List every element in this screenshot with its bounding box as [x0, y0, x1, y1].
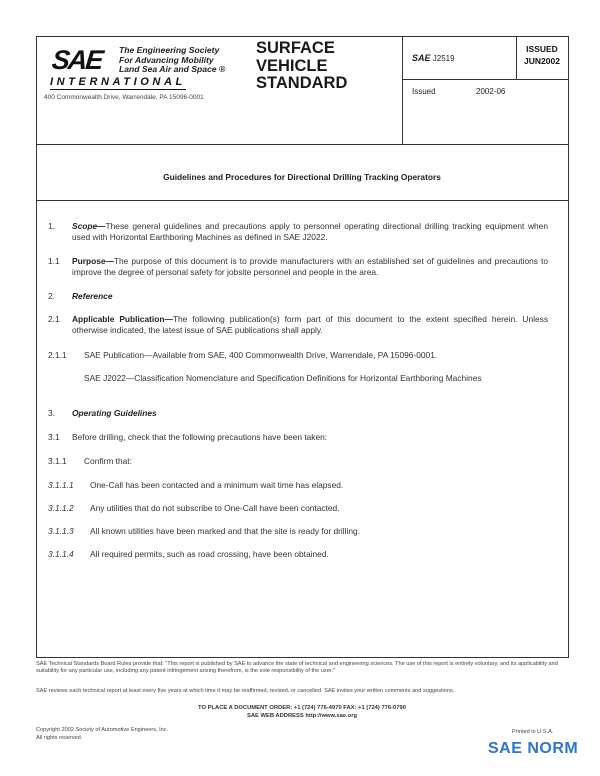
section-number: 3.: [48, 408, 55, 418]
copyright: Copyright 2002 Society of Automotive Engineers, Inc. All rights reserved.: [36, 727, 169, 741]
issued-date: 2002-06: [476, 87, 506, 96]
document-number: SAE J2519: [412, 53, 455, 63]
sae-logo-mark: SAE: [50, 45, 104, 75]
section-number: 3.1.1.1: [48, 480, 74, 490]
list-item: One-Call has been contacted and a minimum wait time has elapsed.: [90, 480, 344, 490]
section-number: 3.1.1.3: [48, 526, 74, 536]
international-label: INTERNATIONAL: [50, 76, 186, 88]
section-number: 3.1.1.2: [48, 503, 74, 513]
list-item: Any utilities that do not subscribe to One-Call have been contacted.: [90, 503, 340, 513]
section-number: 2.1: [48, 314, 60, 324]
document-title: Guidelines and Procedures for Directional Drilling Tracking Operators: [163, 172, 441, 182]
sae-norm-watermark: SAE NORM: [488, 740, 579, 757]
section-number: 1.: [48, 221, 55, 231]
section-number: 2.1.1: [48, 350, 67, 360]
section-number: 3.1: [48, 432, 60, 442]
divider: [402, 36, 403, 144]
section-confirm: Confirm that:: [84, 456, 132, 466]
issued-label: Issued: [412, 87, 436, 96]
reference-j2022: SAE J2022—Classification Nomenclature and Specification Definitions for Horizontal Earthboring Machines: [84, 373, 482, 383]
issued-box: ISSUED JUN2002: [524, 44, 560, 66]
section-applicable-publication: Applicable Publication—The following publication(s) form part of this document to the extent specified herein. Unless otherwise indicated, the latest issue of SAE publications shall apply.: [72, 314, 549, 335]
section-number: 2.: [48, 291, 55, 301]
section-before-drilling: Before drilling, check that the following precautions have been taken:: [72, 432, 328, 442]
section-operating-guidelines: Operating Guidelines: [72, 408, 157, 418]
section-reference: Reference: [72, 291, 113, 301]
society-address: 400 Commonwealth Drive, Warrendale, PA 15096-0001: [44, 94, 204, 101]
section-scope: Scope—These general guidelines and precautions apply to personnel operating directional drilling tracking equipment when used with Horizontal Earthboring Machines as defined in SAE J2022.: [72, 221, 548, 242]
divider: [36, 200, 568, 201]
divider: [402, 79, 568, 80]
header: [36, 36, 568, 145]
section-number: 3.1.1: [48, 456, 67, 466]
review-note: SAE reviews each technical report at least every five years at which time it may be reaffirmed, revised, or cancelled. SAE invites your written comments and suggestions.: [36, 688, 455, 694]
board-rules-note: SAE Technical Standards Board Rules provide that: "This report is published by SAE to advance the state of technical and engineering sciences. The use of this report is entirely voluntary, and its applicability and suitability for any particular use, including any patent infringement arising therefrom, is the sole responsibility of the user.": [36, 661, 558, 674]
section-sae-publication: SAE Publication—Available from SAE, 400 Commonwealth Drive, Warrendale, PA 15096-0001.: [84, 350, 438, 360]
list-item: All known utilities have been marked and that the site is ready for drilling.: [90, 526, 361, 536]
section-number: 1.1: [48, 256, 60, 266]
order-info: TO PLACE A DOCUMENT ORDER: +1 (724) 776-4970 FAX: +1 (724) 776-0790 SAE WEB ADDRESS http://www.sae.org: [198, 705, 406, 719]
section-number: 3.1.1.4: [48, 549, 74, 559]
printed-in: Printed in U.S.A.: [512, 729, 554, 735]
list-item: All required permits, such as road crossing, have been obtained.: [90, 549, 329, 559]
section-purpose: Purpose—The purpose of this document is to provide manufacturers with an established set of guidelines and precautions to improve the degree of personal safety for jobsite personnel and people in the area.: [72, 256, 548, 277]
sae-logo: [36, 36, 246, 144]
society-tagline: The Engineering Society For Advancing Mobility Land Sea Air and Space ®: [119, 45, 226, 74]
standard-type-title: SURFACE VEHICLE STANDARD: [256, 39, 348, 92]
